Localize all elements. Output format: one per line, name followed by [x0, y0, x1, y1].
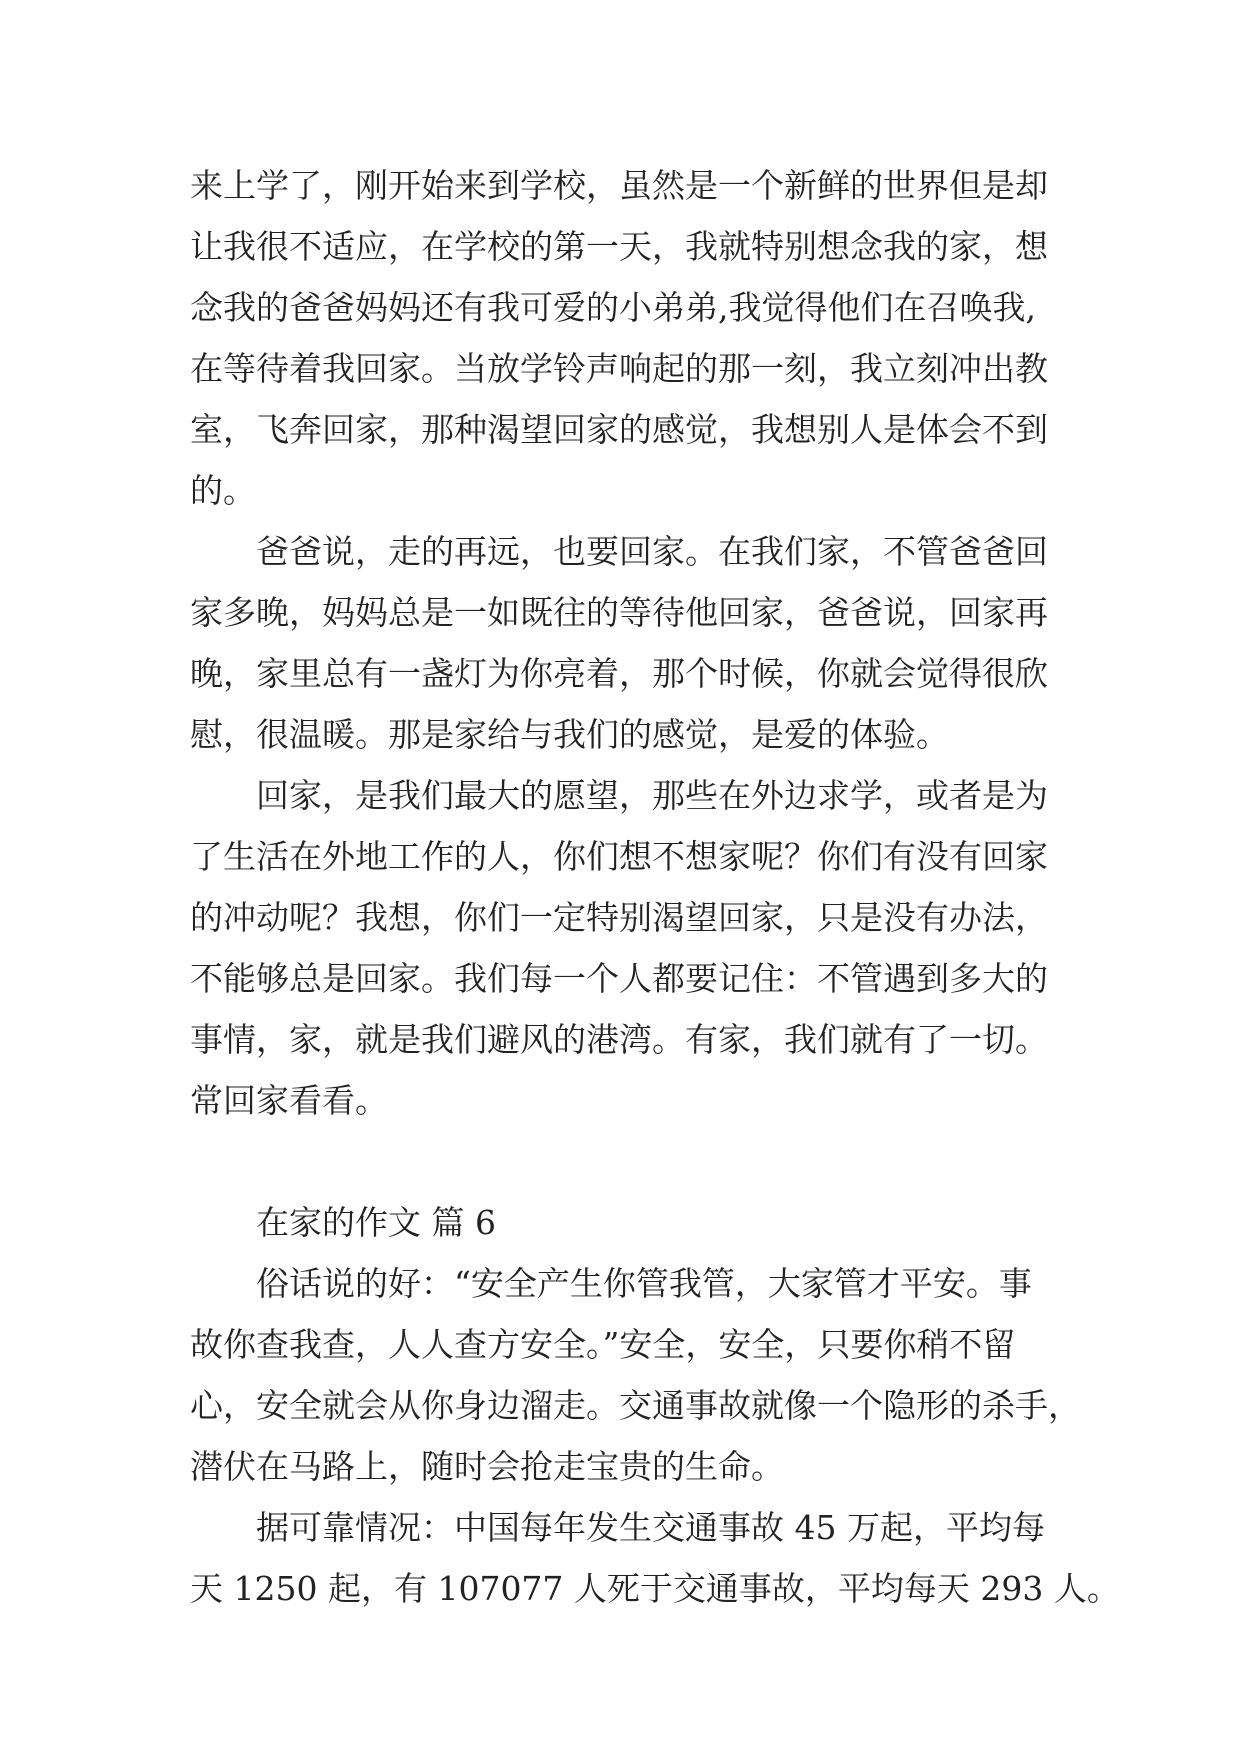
text-line: 天 1250 起，有 107077 人死于交通事故，平均每天 293 人。 [190, 1569, 1120, 1608]
text-line: 的。 [190, 471, 256, 510]
text-line: 常回家看看。 [190, 1081, 388, 1120]
text-line: 心，安全就会从你身边溜走。交通事故就像一个隐形的杀手， [190, 1386, 1081, 1425]
text-line: 俗话说的好：“安全产生你管我管，大家管才平安。事 [256, 1264, 1032, 1303]
paragraph-spacer [190, 1131, 1090, 1192]
text-line: 爸爸说，走的再远，也要回家。在我们家，不管爸爸回 [256, 532, 1048, 571]
text-line: 晚，家里总有一盏灯为你亮着，那个时候，你就会觉得很欣 [190, 654, 1048, 693]
text-line: 来上学了，刚开始来到学校，虽然是一个新鲜的世界但是却 [190, 166, 1048, 205]
text-line: 事情，家，就是我们避风的港湾。有家，我们就有了一切。 [190, 1020, 1048, 1059]
text-line: 不能够总是回家。我们每一个人都要记住：不管遇到多大的 [190, 959, 1048, 998]
text-line: 让我很不适应，在学校的第一天，我就特别想念我的家，想 [190, 227, 1048, 266]
text-line: 潜伏在马路上，随时会抢走宝贵的生命。 [190, 1447, 784, 1486]
document-body [190, 155, 1120, 1619]
text-line: 念我的爸爸妈妈还有我可爱的小弟弟,我觉得他们在召唤我, [190, 288, 1036, 327]
paragraph [190, 1497, 1120, 1619]
paragraph [190, 521, 1090, 765]
paragraph [190, 1253, 1090, 1497]
text-line: 了生活在外地工作的人，你们想不想家呢？你们有没有回家 [190, 837, 1048, 876]
text-line: 在等待着我回家。当放学铃声响起的那一刻，我立刻冲出教 [190, 349, 1048, 388]
text-line: 家多晚，妈妈总是一如既往的等待他回家，爸爸说，回家再 [190, 593, 1048, 632]
text-line: 慰，很温暖。那是家给与我们的感觉，是爱的体验。 [190, 715, 949, 754]
text-line: 故你查我查，人人查方安全。”安全，安全，只要你稍不留 [190, 1325, 1016, 1364]
paragraph [190, 155, 1090, 521]
text-line: 回家，是我们最大的愿望，那些在外边求学，或者是为 [256, 776, 1048, 815]
text-line: 的冲动呢？我想，你们一定特别渴望回家，只是没有办法， [190, 898, 1048, 937]
text-line: 据可靠情况：中国每年发生交通事故 45 万起，平均每 [256, 1508, 1045, 1547]
text-line: 室，飞奔回家，那种渴望回家的感觉，我想别人是体会不到 [190, 410, 1048, 449]
paragraph [190, 765, 1090, 1131]
section-heading: 在家的作文 篇 6 [256, 1203, 496, 1242]
